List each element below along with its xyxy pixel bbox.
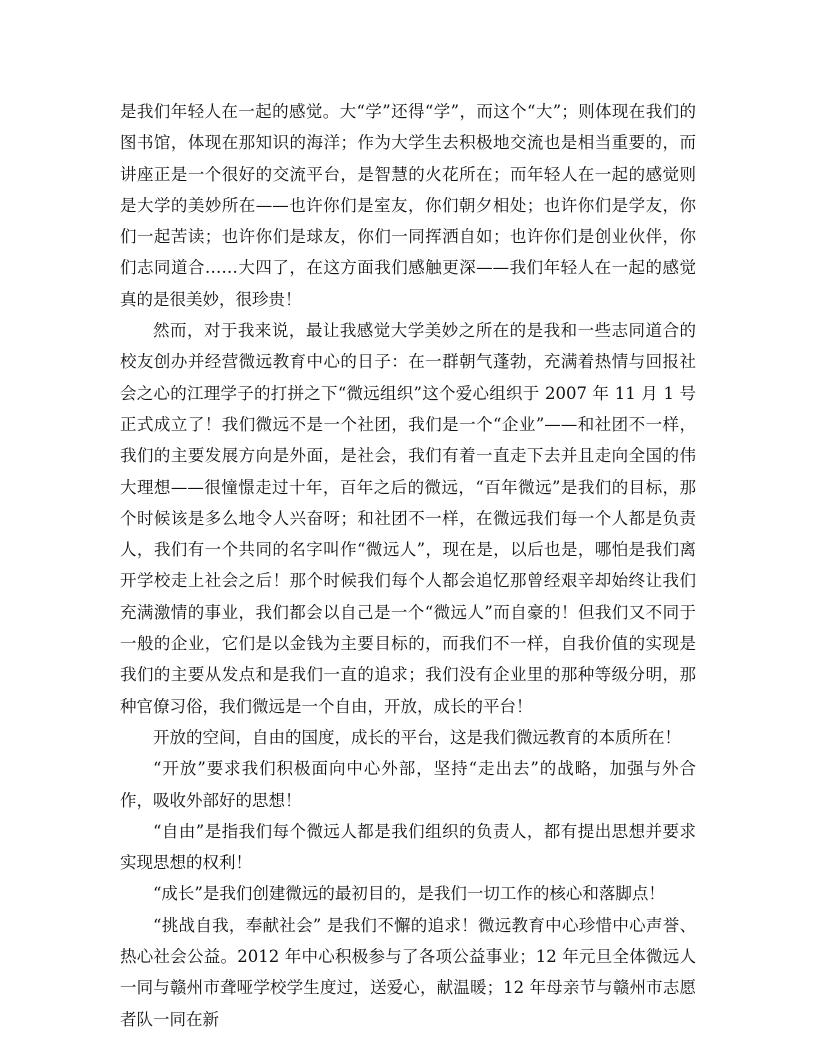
paragraph-5: “自由”是指我们每个微远人都是我们组织的负责人，都有提出思想并要求实现思想的权利！ [120,821,696,873]
document-page [120,96,696,1035]
paragraph-4: “开放”要求我们积极面向中心外部，坚持“走出去”的战略，加强与外合作，吸收外部好的思想！ [120,759,696,810]
paragraph-3: 开放的空间，自由的国度，成长的平台，这是我们微远教育的本质所在！ [153,727,681,747]
paragraph-7: “挑战自我，奉献社会” 是我们不懈的追求！微远教育中心珍惜中心声誉、热心社会公益。2012 年中心积极参与了各项公益事业；12 年元旦全体微远人一同与赣州市聋哑学校学生度过，送爱心，献温暖；12 年母亲节与赣州市志愿者队一同在新 [120,915,696,1029]
paragraph-6: “成长”是我们创建微远的最初目的，是我们一切工作的核心和落脚点！ [153,884,665,904]
paragraph-1: 是我们年轻人在一起的感觉。大“学”还得“学”，而这个“大”；则体现在我们的图书馆，体现在那知识的海洋；作为大学生去积极地交流也是相当重要的，而讲座正是一个很好的交流平台，是智慧的火花所在；而年轻人在一起的感觉则是大学的美妙所在——也许你们是室友，你们朝夕相处；也许你们是学友，你们一起苦读；也许你们是球友，你们一同挥洒自如；也许你们是创业伙伴，你们志同道合……大四了，在这方面我们感触更深——我们年轻人在一起的感觉真的是很美妙，很珍贵！ [120,102,696,309]
paragraph-2: 然而，对于我来说，最让我感觉大学美妙之所在的是我和一些志同道合的校友创办并经营微远教育中心的日子：在一群朝气蓬勃，充满着热情与回报社会之心的江理学子的打拼之下“微远组织”这个爱心组织于 2007 年 11 月 1 号正式成立了！我们微远不是一个社团，我们是一个“企业”——和社团不一样，我们的主要发展方向是外面，是社会，我们有着一直走下去并且走向全国的伟大理想——很憧憬走过十年，百年之后的微远，“百年微远”是我们的目标，那个时候该是多么地令人兴奋呀；和社团不一样，在微远我们每一个人都是负责人，我们有一个共同的名字叫作“微远人”，现在是，以后也是，哪怕是我们离开学校走上社会之后！那个时候我们每个人都会追忆那曾经艰辛却始终让我们充满激情的事业，我们都会以自己是一个“微远人”而自豪的！但我们又不同于一般的企业，它们是以金钱为主要目标的，而我们不一样，自我价值的实现是我们的主要从发点和是我们一直的追求；我们没有企业里的那种等级分明，那种官僚习俗，我们微远是一个自由，开放，成长的平台！ [120,321,696,716]
